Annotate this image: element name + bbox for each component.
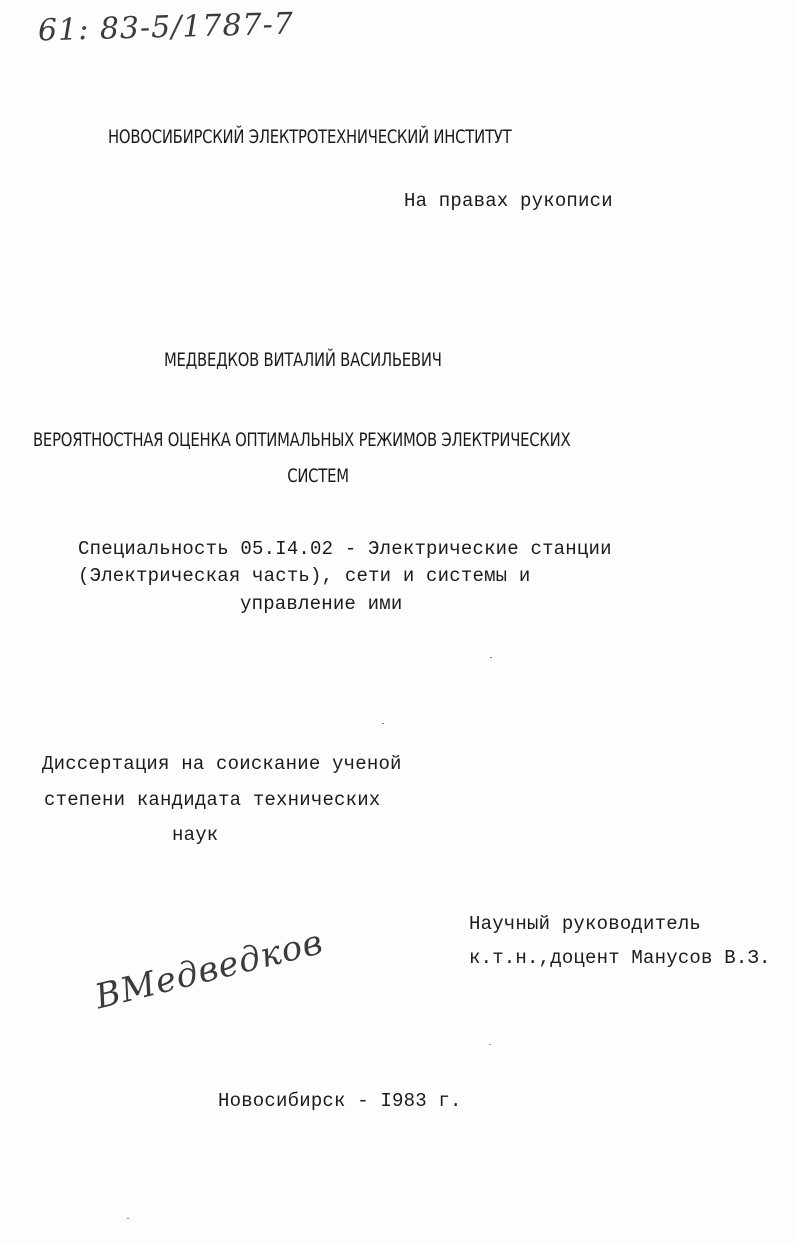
specialty-line-3: управление ими <box>240 593 403 615</box>
manuscript-rights-note: На правах рукописи <box>404 190 613 212</box>
specialty-line-1: Специальность 05.I4.02 - Электрические станции <box>78 538 612 560</box>
scan-speck <box>127 1218 129 1219</box>
dissertation-degree-line-1: Диссертация на соискание ученой <box>42 753 402 775</box>
place-and-year: Новосибирск - I983 г. <box>218 1090 462 1112</box>
supervisor-name: к.т.н.,доцент Манусов В.З. <box>469 947 771 969</box>
scan-speck <box>490 657 492 658</box>
dissertation-degree-line-3: наук <box>172 824 219 846</box>
supervisor-label: Научный руководитель <box>469 913 702 935</box>
dissertation-title-line-1: ВЕРОЯТНОСТНАЯ ОЦЕНКА ОПТИМАЛЬНЫХ РЕЖИМОВ ЭЛЕКТРИЧЕСКИХ <box>33 429 571 451</box>
institution-name: НОВОСИБИРСКИЙ ЭЛЕКТРОТЕХНИЧЕСКИЙ ИНСТИТУТ <box>108 126 512 148</box>
dissertation-title-line-2: СИСТЕМ <box>287 465 349 487</box>
specialty-line-2: (Электрическая часть), сети и системы и <box>78 565 531 587</box>
dissertation-degree-line-2: степени кандидата технических <box>44 789 381 811</box>
author-signature: ВМедведков <box>91 922 328 1018</box>
scan-speck <box>489 1044 491 1045</box>
catalog-number: 61: 83-5/1787-7 <box>37 6 295 49</box>
scan-speck <box>382 723 384 724</box>
author-name: МЕДВЕДКОВ ВИТАЛИЙ ВАСИЛЬЕВИЧ <box>164 349 442 371</box>
